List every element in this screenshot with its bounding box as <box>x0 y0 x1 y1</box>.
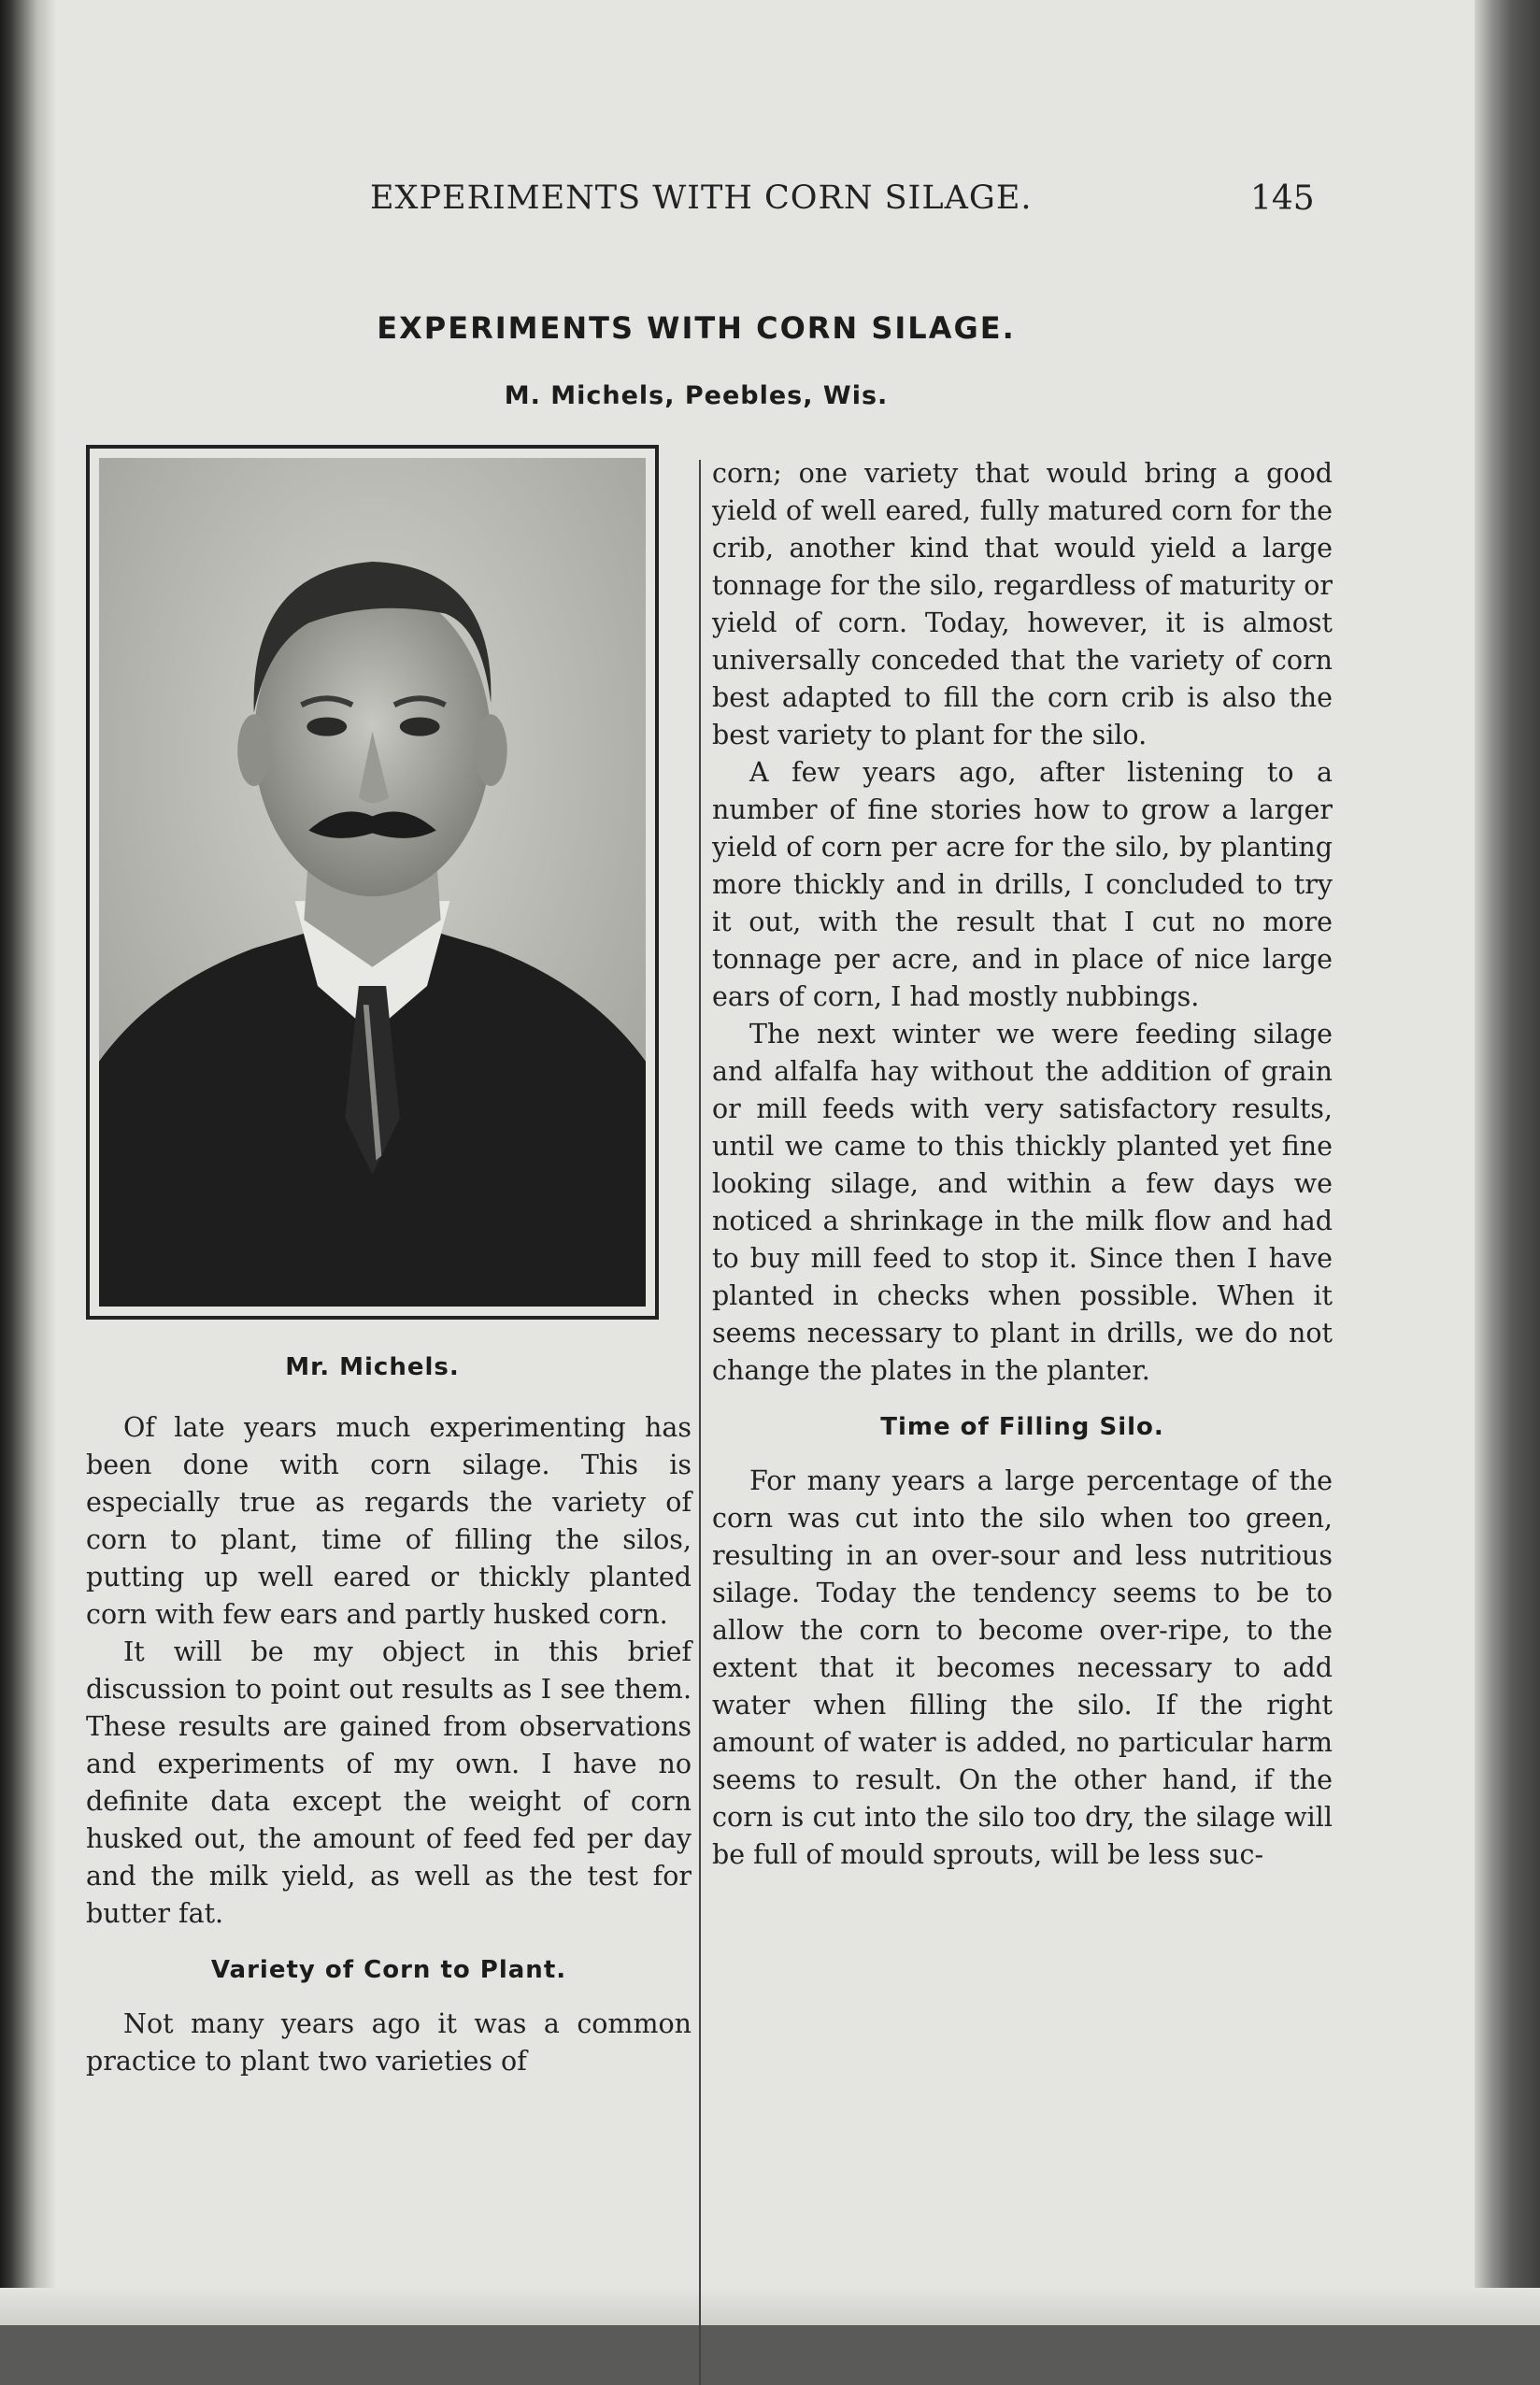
article-byline: M. Michels, Peebles, Wis. <box>504 381 889 410</box>
page-binding-shadow <box>0 0 56 2325</box>
paragraph: Not many years ago it was a common practice to plant two varieties of <box>86 2008 692 2077</box>
left-text-column <box>86 1409 692 2080</box>
section-heading: Variety of Corn to Plant. <box>210 1956 567 1984</box>
paragraph: For many years a large percentage of the corn was cut into the silo when too green, resulting in an over-sour and less nutritious silage. Today the tendency seems to be to allow the corn to become over-ripe, to the extent that it becomes necessary to add water when filling the silo. If the right amount of water is added, no particular harm seems to result. On the other hand, if the corn is cut into the silo too dry, the silage will be full of mould sprouts, will be less suc- <box>712 1465 1333 1870</box>
paragraph: The next winter we were feeding silage and alfalfa hay without the addition of grain or mill feeds with very satisfactory results, until we came to this thickly planted yet fine looking silage, and within a few days we noticed a shrinkage in the milk flow and had to buy mill feed to stop it. Since then I have planted in checks when possible. When it seems necessary to plant in drills, we do not change the plates in the planter. <box>712 1019 1333 1386</box>
section-heading: Time of Filling Silo. <box>880 1413 1164 1441</box>
running-head: EXPERIMENTS WITH CORN SILAGE. <box>370 179 1033 217</box>
portrait-photo <box>99 458 646 1307</box>
paragraph: corn; one variety that would bring a good yield of well eared, fully matured corn for the crib, another kind that would yield a large tonnage for the silo, regardless of maturity or yield of corn. Today, however, it is almost universally conceded that the variety of corn best adapted to fill the corn crib is also the best variety to plant for the silo. <box>712 458 1333 750</box>
page-fore-edge <box>1475 0 1540 2325</box>
paragraph: Of late years much experimenting has been done with corn silage. This is especially true as regards the variety of corn to plant, time of filling the silos, putting up well eared or thickly planted corn with few ears and partly husked corn. <box>86 1412 692 1630</box>
page-bottom-edge <box>0 2288 1540 2325</box>
article-title: EXPERIMENTS WITH CORN SILAGE. <box>377 310 1016 346</box>
portrait-photo-frame <box>86 445 659 1320</box>
right-text-column <box>712 455 1333 1874</box>
page-number: 145 <box>1250 179 1315 218</box>
paragraph: A few years ago, after listening to a number of fine stories how to grow a larger yield of corn per acre for the silo, by planting more thickly and in drills, I concluded to try it out, with the result that I cut no more tonnage per acre, and in place of nice large ears of corn, I had mostly nubbings. <box>712 757 1333 1012</box>
photo-caption: Mr. Michels. <box>285 1353 460 1381</box>
paragraph: It will be my object in this brief discussion to point out results as I see them. These results are gained from observations and experiments of my own. I have no definite data except the weight of corn husked out, the amount of feed fed per day and the milk yield, as well as the test for butter fat. <box>86 1636 692 1929</box>
column-divider <box>699 460 701 2385</box>
